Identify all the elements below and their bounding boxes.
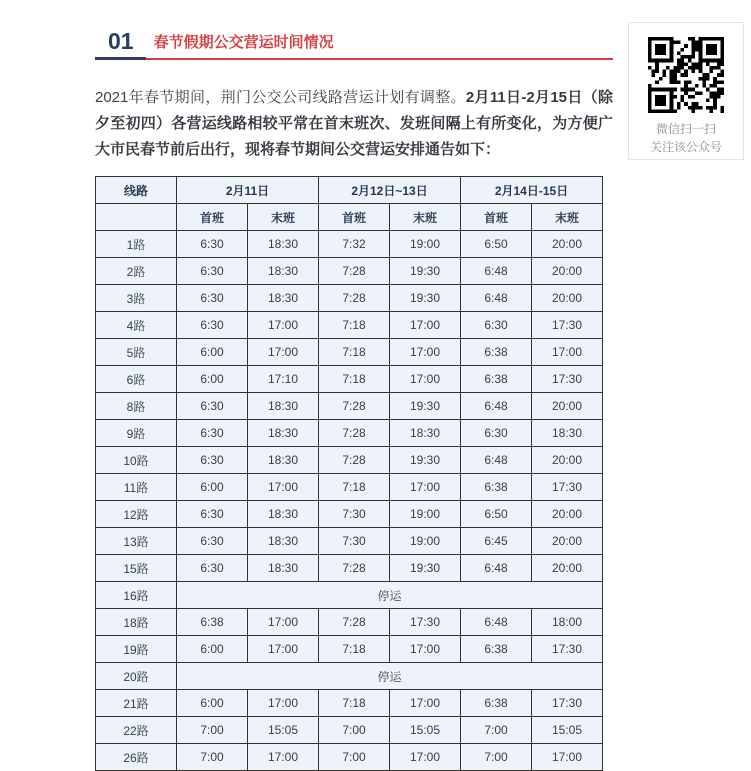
time-cell: 6:30 xyxy=(177,420,248,447)
route-cell: 20路 xyxy=(96,663,177,690)
table-row xyxy=(96,258,603,285)
time-cell: 18:30 xyxy=(248,447,319,474)
time-cell: 6:38 xyxy=(461,636,532,663)
time-cell: 6:48 xyxy=(461,447,532,474)
table-row xyxy=(96,528,603,555)
time-cell: 19:30 xyxy=(390,258,461,285)
time-cell: 17:10 xyxy=(248,366,319,393)
time-cell: 18:30 xyxy=(390,420,461,447)
time-cell: 7:18 xyxy=(319,636,390,663)
wechat-follow-box xyxy=(628,22,744,160)
time-cell: 6:30 xyxy=(177,501,248,528)
time-cell: 6:00 xyxy=(177,339,248,366)
time-cell: 18:30 xyxy=(532,420,603,447)
time-cell: 20:00 xyxy=(532,447,603,474)
time-cell: 17:00 xyxy=(248,312,319,339)
qr-caption-line1: 微信扫一扫 xyxy=(655,122,716,136)
table-row xyxy=(96,636,603,663)
route-cell: 12路 xyxy=(96,501,177,528)
time-cell: 17:00 xyxy=(248,690,319,717)
time-cell: 7:18 xyxy=(319,312,390,339)
time-cell: 17:00 xyxy=(390,312,461,339)
table-row xyxy=(96,312,603,339)
qr-caption-line2: 关注该公众号 xyxy=(649,140,722,154)
first-bus-header: 首班 xyxy=(319,204,390,231)
date-group-feb11: 2月11日 xyxy=(177,177,319,204)
table-row xyxy=(96,555,603,582)
table-row xyxy=(96,609,603,636)
time-cell: 19:00 xyxy=(390,501,461,528)
time-cell: 20:00 xyxy=(532,393,603,420)
bus-schedule-table xyxy=(95,176,603,771)
time-cell: 7:28 xyxy=(319,555,390,582)
first-bus-header: 首班 xyxy=(461,204,532,231)
suspended-cell: 停运 xyxy=(177,663,603,690)
route-cell: 11路 xyxy=(96,474,177,501)
schedule-table-body xyxy=(96,231,603,771)
section-title-rule xyxy=(146,34,613,60)
time-cell: 20:00 xyxy=(532,231,603,258)
route-cell: 3路 xyxy=(96,285,177,312)
table-header-row-subheaders xyxy=(96,204,603,231)
route-cell: 8路 xyxy=(96,393,177,420)
last-bus-header: 末班 xyxy=(390,204,461,231)
time-cell: 6:30 xyxy=(177,285,248,312)
last-bus-header: 末班 xyxy=(532,204,603,231)
section-number: 01 xyxy=(95,30,146,60)
time-cell: 7:28 xyxy=(319,258,390,285)
route-cell: 18路 xyxy=(96,609,177,636)
route-cell: 10路 xyxy=(96,447,177,474)
time-cell: 6:50 xyxy=(461,231,532,258)
time-cell: 19:30 xyxy=(390,555,461,582)
time-cell: 18:30 xyxy=(248,555,319,582)
time-cell: 18:30 xyxy=(248,501,319,528)
time-cell: 6:38 xyxy=(461,474,532,501)
table-row xyxy=(96,474,603,501)
route-cell: 13路 xyxy=(96,528,177,555)
time-cell: 6:48 xyxy=(461,258,532,285)
time-cell: 6:00 xyxy=(177,474,248,501)
table-row xyxy=(96,339,603,366)
time-cell: 15:05 xyxy=(248,717,319,744)
time-cell: 19:30 xyxy=(390,447,461,474)
time-cell: 17:00 xyxy=(390,636,461,663)
date-group-feb12-13: 2月12日~13日 xyxy=(319,177,461,204)
time-cell: 7:00 xyxy=(319,717,390,744)
time-cell: 7:18 xyxy=(319,474,390,501)
intro-normal-text: 2021年春节期间，荆门公交公司线路营运计划有调整。 xyxy=(95,89,466,106)
time-cell: 17:30 xyxy=(532,312,603,339)
route-cell: 4路 xyxy=(96,312,177,339)
time-cell: 6:30 xyxy=(177,393,248,420)
qr-caption xyxy=(629,120,743,156)
time-cell: 6:00 xyxy=(177,690,248,717)
time-cell: 20:00 xyxy=(532,285,603,312)
time-cell: 6:38 xyxy=(461,690,532,717)
time-cell: 6:30 xyxy=(177,312,248,339)
route-cell: 2路 xyxy=(96,258,177,285)
time-cell: 17:00 xyxy=(248,744,319,771)
route-cell: 5路 xyxy=(96,339,177,366)
time-cell: 17:00 xyxy=(248,339,319,366)
time-cell: 6:30 xyxy=(177,447,248,474)
time-cell: 17:30 xyxy=(532,366,603,393)
time-cell: 7:00 xyxy=(319,744,390,771)
time-cell: 7:28 xyxy=(319,609,390,636)
time-cell: 18:30 xyxy=(248,285,319,312)
route-cell: 21路 xyxy=(96,690,177,717)
time-cell: 17:30 xyxy=(532,690,603,717)
time-cell: 7:30 xyxy=(319,501,390,528)
time-cell: 7:00 xyxy=(461,717,532,744)
table-row xyxy=(96,285,603,312)
time-cell: 6:48 xyxy=(461,285,532,312)
time-cell: 20:00 xyxy=(532,258,603,285)
table-row xyxy=(96,366,603,393)
time-cell: 7:00 xyxy=(461,744,532,771)
empty-header-cell xyxy=(96,204,177,231)
table-row xyxy=(96,447,603,474)
route-cell: 19路 xyxy=(96,636,177,663)
table-header-row-dates xyxy=(96,177,603,204)
time-cell: 20:00 xyxy=(532,555,603,582)
time-cell: 6:38 xyxy=(461,366,532,393)
time-cell: 17:00 xyxy=(248,609,319,636)
first-bus-header: 首班 xyxy=(177,204,248,231)
table-row xyxy=(96,501,603,528)
table-row xyxy=(96,420,603,447)
time-cell: 6:30 xyxy=(177,555,248,582)
route-column-header: 线路 xyxy=(96,177,177,204)
suspended-cell: 停运 xyxy=(177,582,603,609)
time-cell: 17:00 xyxy=(248,474,319,501)
time-cell: 7:18 xyxy=(319,339,390,366)
time-cell: 6:30 xyxy=(461,420,532,447)
time-cell: 15:05 xyxy=(532,717,603,744)
time-cell: 7:28 xyxy=(319,393,390,420)
time-cell: 6:48 xyxy=(461,393,532,420)
time-cell: 6:38 xyxy=(177,609,248,636)
time-cell: 19:30 xyxy=(390,393,461,420)
section-title: 春节假期公交营运时间情况 xyxy=(153,34,334,51)
table-row xyxy=(96,744,603,771)
table-row xyxy=(96,582,603,609)
time-cell: 17:30 xyxy=(390,609,461,636)
time-cell: 17:30 xyxy=(532,636,603,663)
route-cell: 16路 xyxy=(96,582,177,609)
time-cell: 6:30 xyxy=(461,312,532,339)
route-cell: 26路 xyxy=(96,744,177,771)
section-header xyxy=(95,30,613,60)
route-cell: 1路 xyxy=(96,231,177,258)
article-content xyxy=(95,30,613,771)
qr-code-icon xyxy=(648,37,724,113)
time-cell: 6:45 xyxy=(461,528,532,555)
time-cell: 17:00 xyxy=(390,744,461,771)
route-cell: 22路 xyxy=(96,717,177,744)
time-cell: 7:28 xyxy=(319,420,390,447)
table-row xyxy=(96,393,603,420)
time-cell: 17:00 xyxy=(248,636,319,663)
time-cell: 7:18 xyxy=(319,690,390,717)
time-cell: 7:00 xyxy=(177,744,248,771)
time-cell: 20:00 xyxy=(532,528,603,555)
time-cell: 6:48 xyxy=(461,609,532,636)
intro-paragraph xyxy=(95,85,613,163)
time-cell: 18:30 xyxy=(248,393,319,420)
time-cell: 18:30 xyxy=(248,231,319,258)
time-cell: 18:30 xyxy=(248,420,319,447)
time-cell: 17:00 xyxy=(390,690,461,717)
route-cell: 9路 xyxy=(96,420,177,447)
date-group-feb14-15: 2月14日-15日 xyxy=(461,177,603,204)
route-cell: 15路 xyxy=(96,555,177,582)
time-cell: 7:00 xyxy=(177,717,248,744)
time-cell: 18:00 xyxy=(532,609,603,636)
intro-bold-text: 2月11日-2月15日（除夕至初四）各营运线路相较平常在首末班次、发班间隔上有所变化，为方便广大市民春节前后出行，现将春节期间公交营运安排通告如下： xyxy=(95,89,613,158)
time-cell: 7:18 xyxy=(319,366,390,393)
time-cell: 6:38 xyxy=(461,339,532,366)
time-cell: 6:30 xyxy=(177,528,248,555)
route-cell: 6路 xyxy=(96,366,177,393)
time-cell: 15:05 xyxy=(390,717,461,744)
time-cell: 19:00 xyxy=(390,528,461,555)
time-cell: 7:32 xyxy=(319,231,390,258)
time-cell: 17:00 xyxy=(532,339,603,366)
time-cell: 19:00 xyxy=(390,231,461,258)
time-cell: 6:30 xyxy=(177,258,248,285)
time-cell: 6:30 xyxy=(177,231,248,258)
time-cell: 6:50 xyxy=(461,501,532,528)
table-row xyxy=(96,690,603,717)
time-cell: 7:28 xyxy=(319,447,390,474)
last-bus-header: 末班 xyxy=(248,204,319,231)
time-cell: 17:00 xyxy=(390,339,461,366)
time-cell: 6:00 xyxy=(177,366,248,393)
time-cell: 19:30 xyxy=(390,285,461,312)
time-cell: 17:00 xyxy=(532,744,603,771)
time-cell: 7:30 xyxy=(319,528,390,555)
time-cell: 18:30 xyxy=(248,258,319,285)
time-cell: 6:00 xyxy=(177,636,248,663)
time-cell: 20:00 xyxy=(532,501,603,528)
time-cell: 17:00 xyxy=(390,474,461,501)
time-cell: 17:00 xyxy=(390,366,461,393)
table-row xyxy=(96,231,603,258)
time-cell: 18:30 xyxy=(248,528,319,555)
time-cell: 7:28 xyxy=(319,285,390,312)
table-row xyxy=(96,663,603,690)
time-cell: 17:30 xyxy=(532,474,603,501)
table-row xyxy=(96,717,603,744)
time-cell: 6:48 xyxy=(461,555,532,582)
